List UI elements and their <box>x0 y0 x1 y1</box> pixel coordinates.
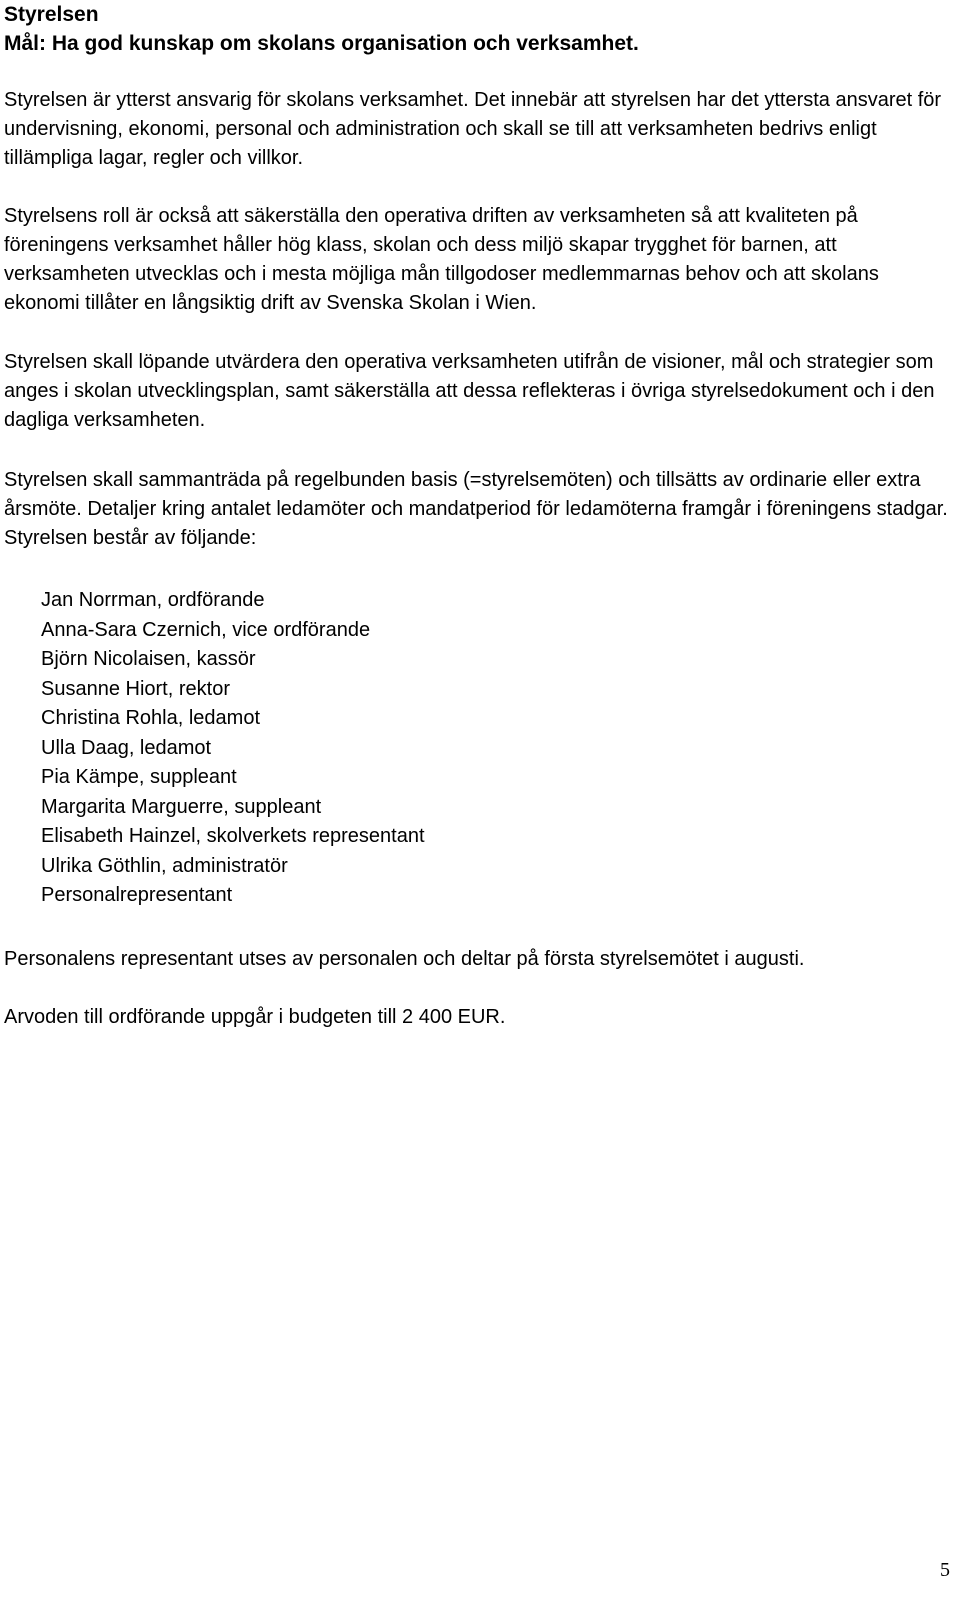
list-item: Ulrika Göthlin, administratör <box>41 854 288 877</box>
section-goal: Mål: Ha god kunskap om skolans organisation och verksamhet. <box>4 32 639 55</box>
page-number: 5 <box>940 1559 950 1581</box>
list-item: Anna-Sara Czernich, vice ordförande <box>41 618 371 641</box>
paragraph-evaluation: Styrelsen skall löpande utvärdera den operativa verksamheten utifrån de visioner, mål och strategier som anges i skolan utvecklingsplan, samt säkerställa att dessa reflekteras i övriga styrelsedokument och i den dagliga verksamheten. <box>4 351 935 431</box>
spacer <box>4 58 954 86</box>
list-item: Margarita Marguerre, suppleant <box>41 795 322 818</box>
document-page <box>4 0 954 1032</box>
list-item: Personalrepresentant <box>41 884 233 906</box>
list-item: Susanne Hiort, rektor <box>41 677 230 700</box>
list-item: Pia Kämpe, suppleant <box>41 766 237 788</box>
paragraph-role: Styrelsens roll är också att säkerställa den operativa driften av verksamheten så att kvaliteten på föreningens verksamhet håller hög klass, skolan och dess miljö skapar trygghet för barnen, att verksamheten utvecklas och i mesta möjliga mån tillgodoser medlemmarnas behov och att skolans ekonomi tillåter en långsiktig drift av Svenska Skolan i Wien. <box>4 205 879 314</box>
members-list <box>4 586 954 911</box>
list-item: Björn Nicolaisen, kassör <box>41 648 256 670</box>
members-intro: Styrelsen består av följande: <box>4 527 257 549</box>
paragraph-responsibility: Styrelsen är ytterst ansvarig för skolans verksamhet. Det innebär att styrelsen har det yttersta ansvaret för undervisning, ekonomi, personal och administration och skall se till att verksamheten bedrivs enligt tillämpliga lagar, regler och villkor. <box>4 89 942 169</box>
paragraph-staff-representative: Personalens representant utses av personalen och deltar på första styrelsemötet i augusti. <box>4 947 805 970</box>
list-item: Jan Norrman, ordförande <box>41 589 265 611</box>
paragraph-meetings: Styrelsen skall sammanträda på regelbunden basis (=styrelsemöten) och tillsätts av ordinarie eller extra årsmöte. Detaljer kring antalet ledamöter och mandatperiod för ledamöterna framgår i föreningens stadgar. <box>4 469 948 520</box>
list-item: Christina Rohla, ledamot <box>41 707 260 729</box>
list-item: Elisabeth Hainzel, skolverkets representant <box>41 825 425 847</box>
spacer <box>4 911 954 945</box>
paragraph-fees: Arvoden till ordförande uppgår i budgeten till 2 400 EUR. <box>4 1005 506 1028</box>
spacer <box>4 318 954 348</box>
spacer <box>4 173 954 202</box>
spacer <box>4 974 954 1003</box>
section-title: Styrelsen <box>4 3 99 26</box>
spacer <box>4 553 954 586</box>
spacer <box>4 435 954 466</box>
list-item: Ulla Daag, ledamot <box>41 736 212 759</box>
